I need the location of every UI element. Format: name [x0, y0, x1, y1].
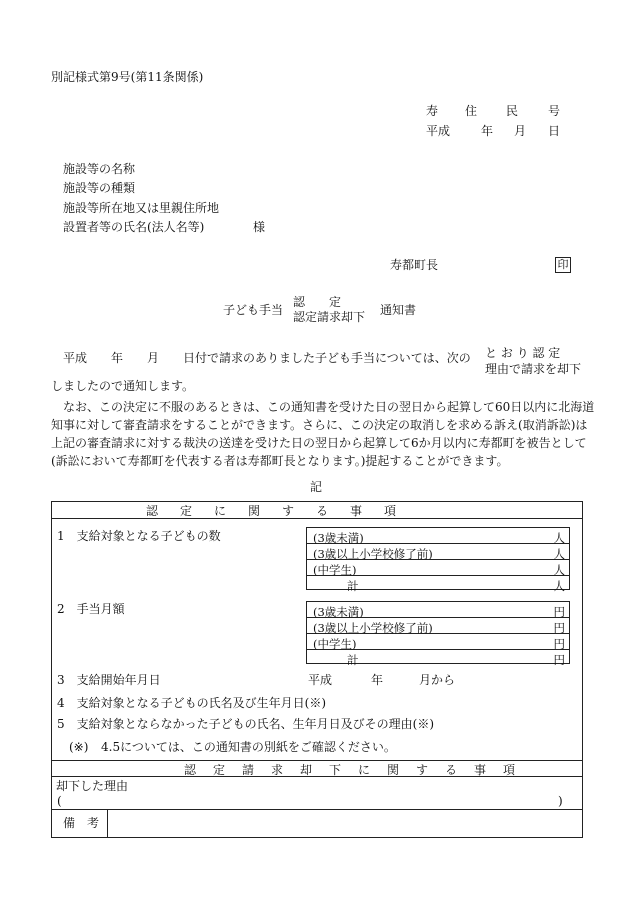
p2-line: 上記の審査請求に対する裁決の送達を受けた日の翌日から起算して6か月以内に寿都町を被告として — [51, 436, 587, 450]
amount-row — [307, 618, 569, 634]
amount-row — [307, 602, 569, 618]
divider — [51, 776, 582, 777]
p2-line: (訴訟において寿都町を代表する者は寿都町長となります。)提起することができます。 — [51, 454, 509, 468]
row-unit: 円 — [553, 637, 565, 651]
row-label: (中学生) — [313, 563, 357, 577]
p1-option-reject: 理由で請求を却下 — [485, 362, 582, 376]
row-label: (3歳未満) — [313, 605, 364, 619]
remarks-label: 備 考 — [63, 816, 100, 830]
item3-month: 月から — [419, 673, 456, 687]
divider — [51, 760, 582, 761]
doc-number-part: 住 — [465, 104, 478, 118]
amount-row — [307, 650, 569, 665]
date-year: 年 — [481, 124, 494, 138]
row-unit: 人 — [553, 547, 565, 561]
date-era: 平成 — [426, 124, 451, 138]
row-unit: 円 — [553, 605, 565, 619]
item3-year: 年 — [371, 673, 384, 687]
item3-era: 平成 — [308, 673, 333, 687]
issuer-title: 寿都町長 — [390, 258, 439, 272]
row-label: (中学生) — [313, 637, 357, 651]
paren-open: ( — [57, 794, 62, 808]
item2-label: 2 手当月額 — [57, 602, 125, 616]
note-mark: (※) — [69, 740, 89, 754]
title-option-approve: 認 定 — [293, 295, 342, 309]
founder-name-label: 設置者等の氏名(法人名等) — [63, 220, 205, 234]
form-id: 別記様式第9号(第11条関係) — [51, 70, 204, 84]
row-label: 計 — [347, 653, 359, 667]
honorific: 様 — [253, 220, 266, 234]
row-unit: 人 — [553, 563, 565, 577]
child-count-row — [307, 544, 569, 560]
title-prefix: 子ども手当 — [223, 303, 284, 317]
table-header-rejection: 認定請求却下に関する事項 — [184, 763, 533, 777]
item3-label: 3 支給開始年月日 — [57, 673, 161, 687]
ki-label: 記 — [310, 480, 323, 494]
amount-row — [307, 634, 569, 650]
divider — [107, 809, 108, 837]
p1-option-approve: と お り 認 定 — [485, 346, 561, 360]
item5-label: 5 支給対象とならなかった子どもの氏名、生年月日及びその理由(※) — [57, 717, 435, 731]
doc-number-part: 民 — [506, 104, 519, 118]
title-suffix: 通知書 — [380, 303, 417, 317]
item4-label: 4 支給対象となる子どもの氏名及び生年月日(※) — [57, 696, 326, 710]
doc-number-part: 寿 — [426, 104, 439, 118]
date-month: 月 — [514, 124, 527, 138]
item1-label: 1 支給対象となる子どもの数 — [57, 529, 221, 543]
doc-number-part: 号 — [548, 104, 561, 118]
note-text: 4.5については、この通知書の別紙をご確認ください。 — [101, 740, 396, 754]
seal-mark: 印 — [555, 257, 571, 273]
row-unit: 人 — [553, 531, 565, 545]
row-label: (3歳以上小学校修了前) — [313, 621, 433, 635]
child-count-row — [307, 560, 569, 576]
p1-main: 平成 年 月 日付で請求のありました子ども手当については、次の — [63, 351, 471, 365]
divider — [51, 518, 582, 519]
title-option-reject: 認定請求却下 — [293, 310, 366, 324]
row-label: 計 — [347, 579, 359, 593]
monthly-amount-box — [306, 601, 570, 667]
reason-label: 却下した理由 — [56, 779, 129, 793]
child-count-row — [307, 528, 569, 544]
p2-line: なお、この決定に不服のあるときは、この通知書を受けた日の翌日から起算して60日以内に北海道 — [63, 400, 595, 414]
p2-line: 知事に対して審査請求をすることができます。さらに、この決定の取消しを求める訴え(取消訴訟)は — [51, 418, 588, 432]
paren-close: ) — [558, 794, 563, 808]
row-unit: 円 — [553, 653, 565, 667]
divider — [51, 809, 582, 810]
table-header-approval: 認定に関する事項 — [146, 504, 419, 518]
p1-end: しましたので通知します。 — [51, 379, 195, 393]
facility-type-label: 施設等の種類 — [63, 181, 136, 195]
row-unit: 人 — [553, 579, 565, 593]
child-count-row — [307, 576, 569, 591]
date-day: 日 — [548, 124, 561, 138]
row-label: (3歳未満) — [313, 531, 364, 545]
facility-address-label: 施設等所在地又は里親住所地 — [63, 201, 220, 215]
facility-name-label: 施設等の名称 — [63, 162, 136, 176]
child-count-box — [306, 527, 570, 593]
row-label: (3歳以上小学校修了前) — [313, 547, 433, 561]
row-unit: 円 — [553, 621, 565, 635]
